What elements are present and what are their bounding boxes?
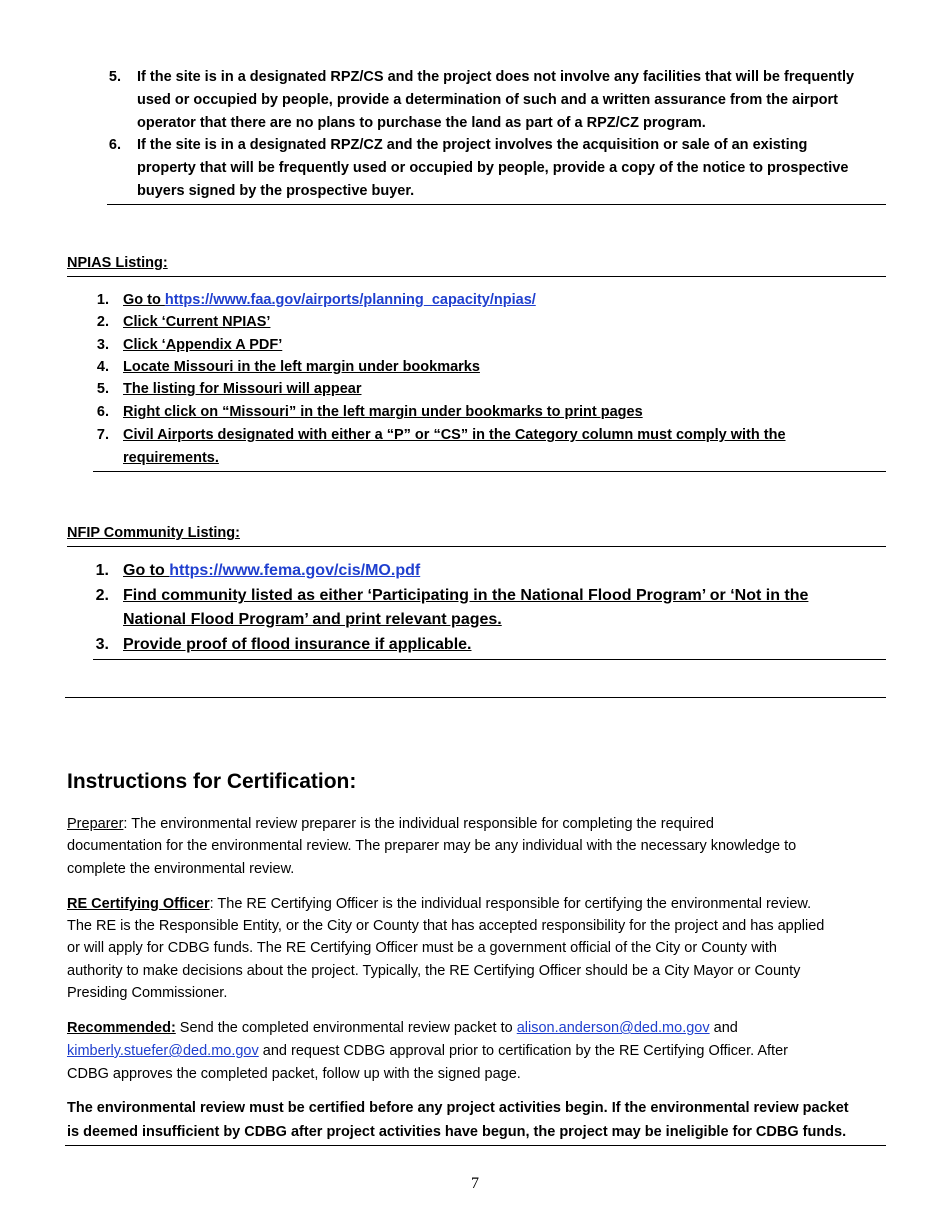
preparer-text: : The environmental review preparer is the individual responsible for completing the required	[123, 816, 714, 832]
rpz-item-6-line-2: property that will be frequently used or occupied by people, provide a copy of the notice to prospective	[137, 160, 849, 176]
npias-item-5: The listing for Missouri will appear	[123, 381, 362, 397]
nfip-item-number: 2.	[95, 587, 109, 604]
npias-link[interactable]: https://www.faa.gov/airports/planning_capacity/npias/	[164, 292, 536, 308]
re-line-3: or will apply for CDBG funds. The RE Certifying Officer must be a government official of the City or County with	[67, 940, 777, 956]
rpz-item-6-line-3: buyers signed by the prospective buyer.	[137, 183, 415, 199]
preparer-label: Preparer	[67, 816, 124, 832]
rpz-item-number: 6.	[108, 137, 121, 153]
recommended-line-3: CDBG approves the completed packet, follow up with the signed page.	[67, 1066, 521, 1082]
npias-heading: NPIAS Listing:	[67, 255, 168, 271]
recommended-line-1	[67, 1017, 738, 1040]
nfip-link[interactable]: https://www.fema.gov/cis/MO.pdf	[169, 562, 421, 579]
recommended-text: Send the completed environmental review packet to	[175, 1020, 517, 1036]
npias-item-number: 6.	[96, 404, 109, 420]
re-line-1	[67, 893, 811, 916]
npias-item-number: 5.	[96, 381, 109, 397]
certification-heading: Instructions for Certification:	[67, 770, 357, 793]
nfip-item-2-line-1: Find community listed as either ‘Participating in the National Flood Program’ or ‘Not in the	[123, 587, 809, 604]
page-number: 7	[471, 1175, 479, 1192]
recommended-text-2: and request CDBG approval prior to certification by the RE Certifying Officer. After	[258, 1043, 788, 1059]
npias-item-4: Locate Missouri in the left margin under bookmarks	[123, 359, 480, 375]
divider	[107, 204, 886, 205]
npias-item-number: 2.	[96, 314, 109, 330]
divider	[65, 1145, 886, 1146]
divider	[93, 471, 886, 472]
rpz-item-5-line-1: If the site is in a designated RPZ/CS and the project does not involve any facilities that will be frequently	[137, 69, 855, 85]
rpz-item-5-line-3: operator that there are no plans to purchase the land as part of a RPZ/CZ program.	[137, 115, 706, 131]
re-line-2: The RE is the Responsible Entity, or the City or County that has accepted responsibility for the project and has applied	[67, 918, 825, 934]
divider	[65, 697, 886, 698]
rpz-item-6-line-1: If the site is in a designated RPZ/CZ and the project involves the acquisition or sale of an existing	[137, 137, 808, 153]
npias-item-7-line-2: requirements.	[123, 450, 219, 466]
divider	[67, 276, 886, 277]
npias-item-6: Right click on “Missouri” in the left margin under bookmarks to print pages	[123, 404, 643, 420]
preparer-line-3: complete the environmental review.	[67, 861, 295, 877]
re-line-5: Presiding Commissioner.	[67, 985, 228, 1001]
rpz-item-number: 5.	[108, 69, 121, 85]
nfip-go-to-text: Go to	[123, 562, 170, 579]
npias-item-1	[123, 289, 536, 312]
nfip-heading: NFIP Community Listing:	[67, 525, 240, 541]
recommended-label: Recommended:	[67, 1020, 176, 1036]
nfip-item-number: 3.	[95, 636, 109, 653]
rpz-item-5-line-2: used or occupied by people, provide a determination of such and a written assurance from the airport	[137, 92, 838, 108]
npias-item-2: Click ‘Current NPIAS’	[123, 314, 271, 330]
npias-item-number: 7.	[96, 427, 109, 443]
npias-item-number: 3.	[96, 337, 109, 353]
npias-item-number: 1.	[96, 292, 109, 308]
recommended-line-2	[67, 1040, 788, 1063]
npias-item-number: 4.	[96, 359, 109, 375]
npias-go-to-text: Go to	[123, 292, 165, 308]
npias-item-3: Click ‘Appendix A PDF’	[123, 337, 283, 353]
npias-item-7-line-1: Civil Airports designated with either a “P” or “CS” in the Category column must comply with the	[123, 427, 786, 443]
preparer-line-2: documentation for the environmental review. The preparer may be any individual with the necessary knowledge to	[67, 838, 797, 854]
re-line-4: authority to make decisions about the project. Typically, the RE Certifying Officer should be a City Mayor or County	[67, 963, 801, 979]
nfip-item-3: Provide proof of flood insurance if applicable.	[123, 636, 472, 653]
re-label: RE Certifying Officer	[67, 896, 210, 912]
nfip-item-2-line-2: National Flood Program’ and print relevant pages.	[123, 611, 502, 628]
divider	[93, 659, 886, 660]
email-link-alison[interactable]: alison.anderson@ded.mo.gov	[516, 1020, 710, 1036]
nfip-item-number: 1.	[95, 562, 109, 579]
warning-line-1: The environmental review must be certified before any project activities begin. If the environmental review packet	[67, 1100, 849, 1116]
recommended-and: and	[709, 1020, 738, 1036]
nfip-item-1	[123, 559, 420, 583]
warning-line-2: is deemed insufficient by CDBG after project activities have begun, the project may be ineligible for CDBG funds.	[67, 1124, 847, 1140]
divider	[67, 546, 886, 547]
preparer-line-1	[67, 813, 714, 836]
re-text: : The RE Certifying Officer is the individual responsible for certifying the environmental review.	[209, 896, 812, 912]
email-link-kimberly[interactable]: kimberly.stuefer@ded.mo.gov	[67, 1043, 259, 1059]
